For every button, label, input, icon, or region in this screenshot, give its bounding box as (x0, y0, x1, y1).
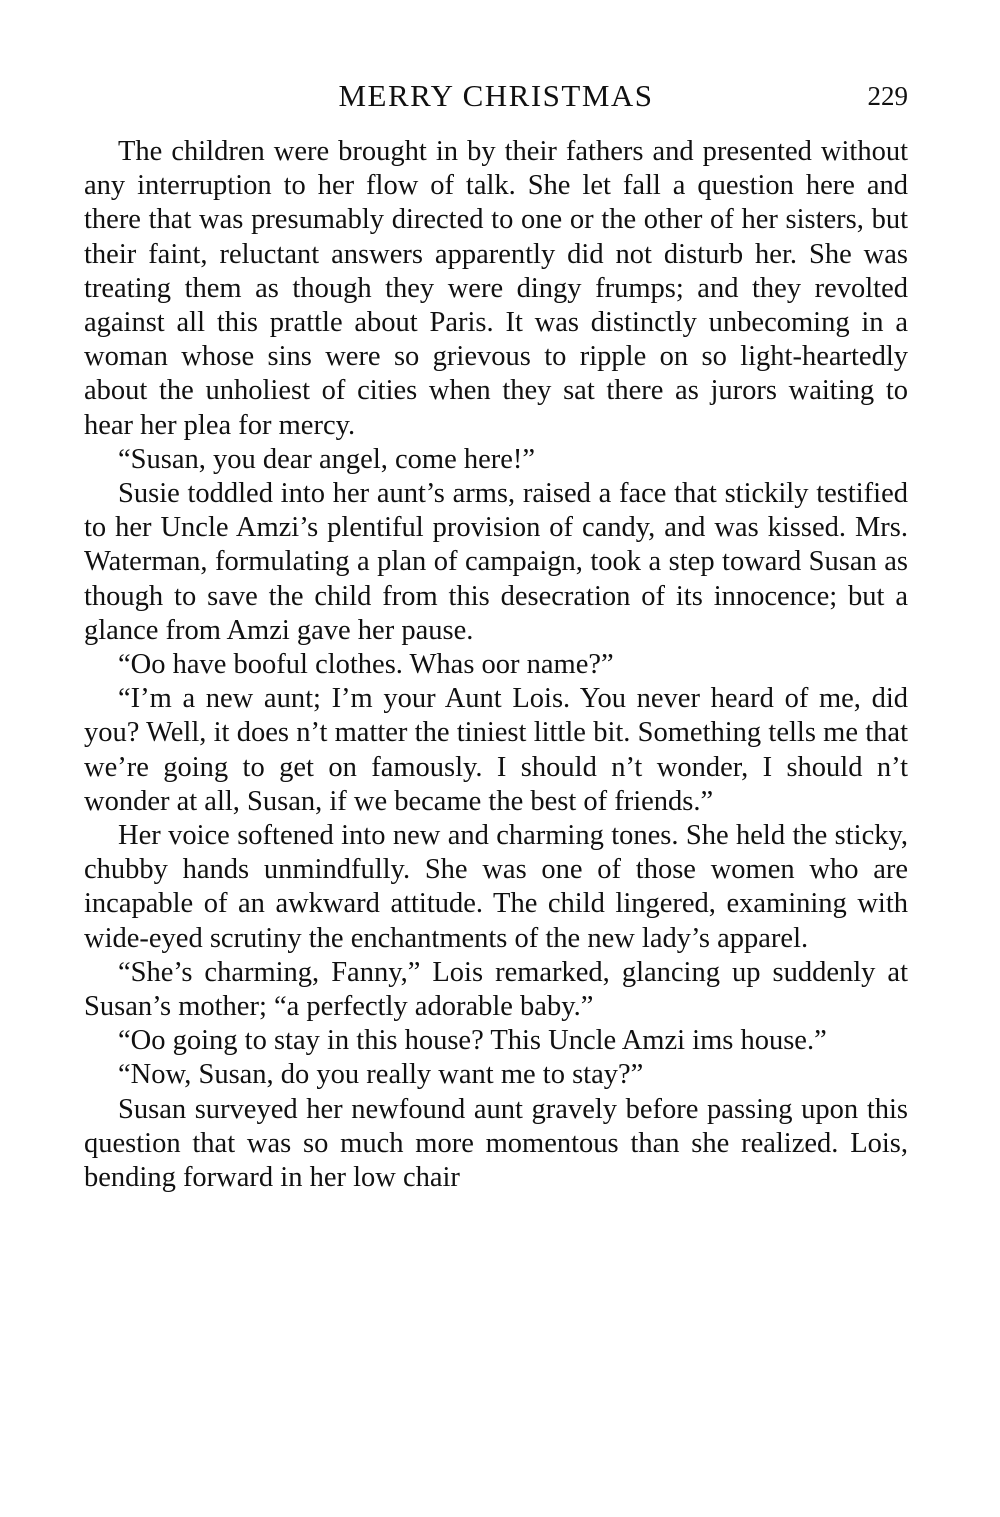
paragraph: “Now, Susan, do you really want me to stay?” (118, 1059, 644, 1091)
running-header (84, 76, 908, 116)
paragraph: “She’s charming, Fanny,” Lois remarked, glancing up suddenly at Susan’s mother; “a perfectly adorable baby.” (84, 956, 908, 1023)
running-title: MERRY CHRISTMAS (338, 78, 654, 113)
paragraph: Her voice softened into new and charming tones. She held the sticky, chubby hands unmindfully. She was one of those women who are incapable of an awkward attitude. The child lingered, examining with wide-eyed scrutiny the enchantments of the new lady’s apparel. (84, 820, 908, 954)
paragraph: “Oo have booful clothes. Whas oor name?” (118, 649, 614, 681)
paragraph: “I’m a new aunt; I’m your Aunt Lois. You never heard of me, did you? Well, it does n’t matter the tiniest little bit. Something tells me that we’re going to get on famously. I should n’t wonder, I should n’t wonder at all, Susan, if we became the best of friends.” (84, 683, 908, 817)
paragraph: Susan surveyed her newfound aunt gravely before passing upon this question that was so much more momentous than she realized. Lois, bending forward in her low chair (84, 1093, 908, 1194)
paragraph: The children were brought in by their fathers and presented without any interruption to her flow of talk. She let fall a question here and there that was presumably directed to one or the other of her sisters, but their faint, reluctant answers apparently did not disturb her. She was treating them as though they were dingy frumps; and they revolted against all this prattle about Paris. It was distinctly unbecoming in a woman whose sins were so grievous to ripple on so light-heartedly about the unholiest of cities when they sat there as jurors waiting to hear her plea for mercy. (84, 136, 908, 441)
body-text (84, 135, 908, 1195)
paragraph: Susie toddled into her aunt’s arms, raised a face that stickily testified to her Uncle Amzi’s plentiful provision of candy, and was kissed. Mrs. Waterman, formulating a plan of campaign, took a step toward Susan as though to save the child from this desecration of its innocence; but a glance from Amzi gave her pause. (84, 478, 908, 646)
page-number: 229 (867, 81, 908, 111)
paragraph: “Susan, you dear angel, come here!” (118, 443, 536, 475)
paragraph: “Oo going to stay in this house? This Uncle Amzi ims house.” (118, 1025, 827, 1057)
